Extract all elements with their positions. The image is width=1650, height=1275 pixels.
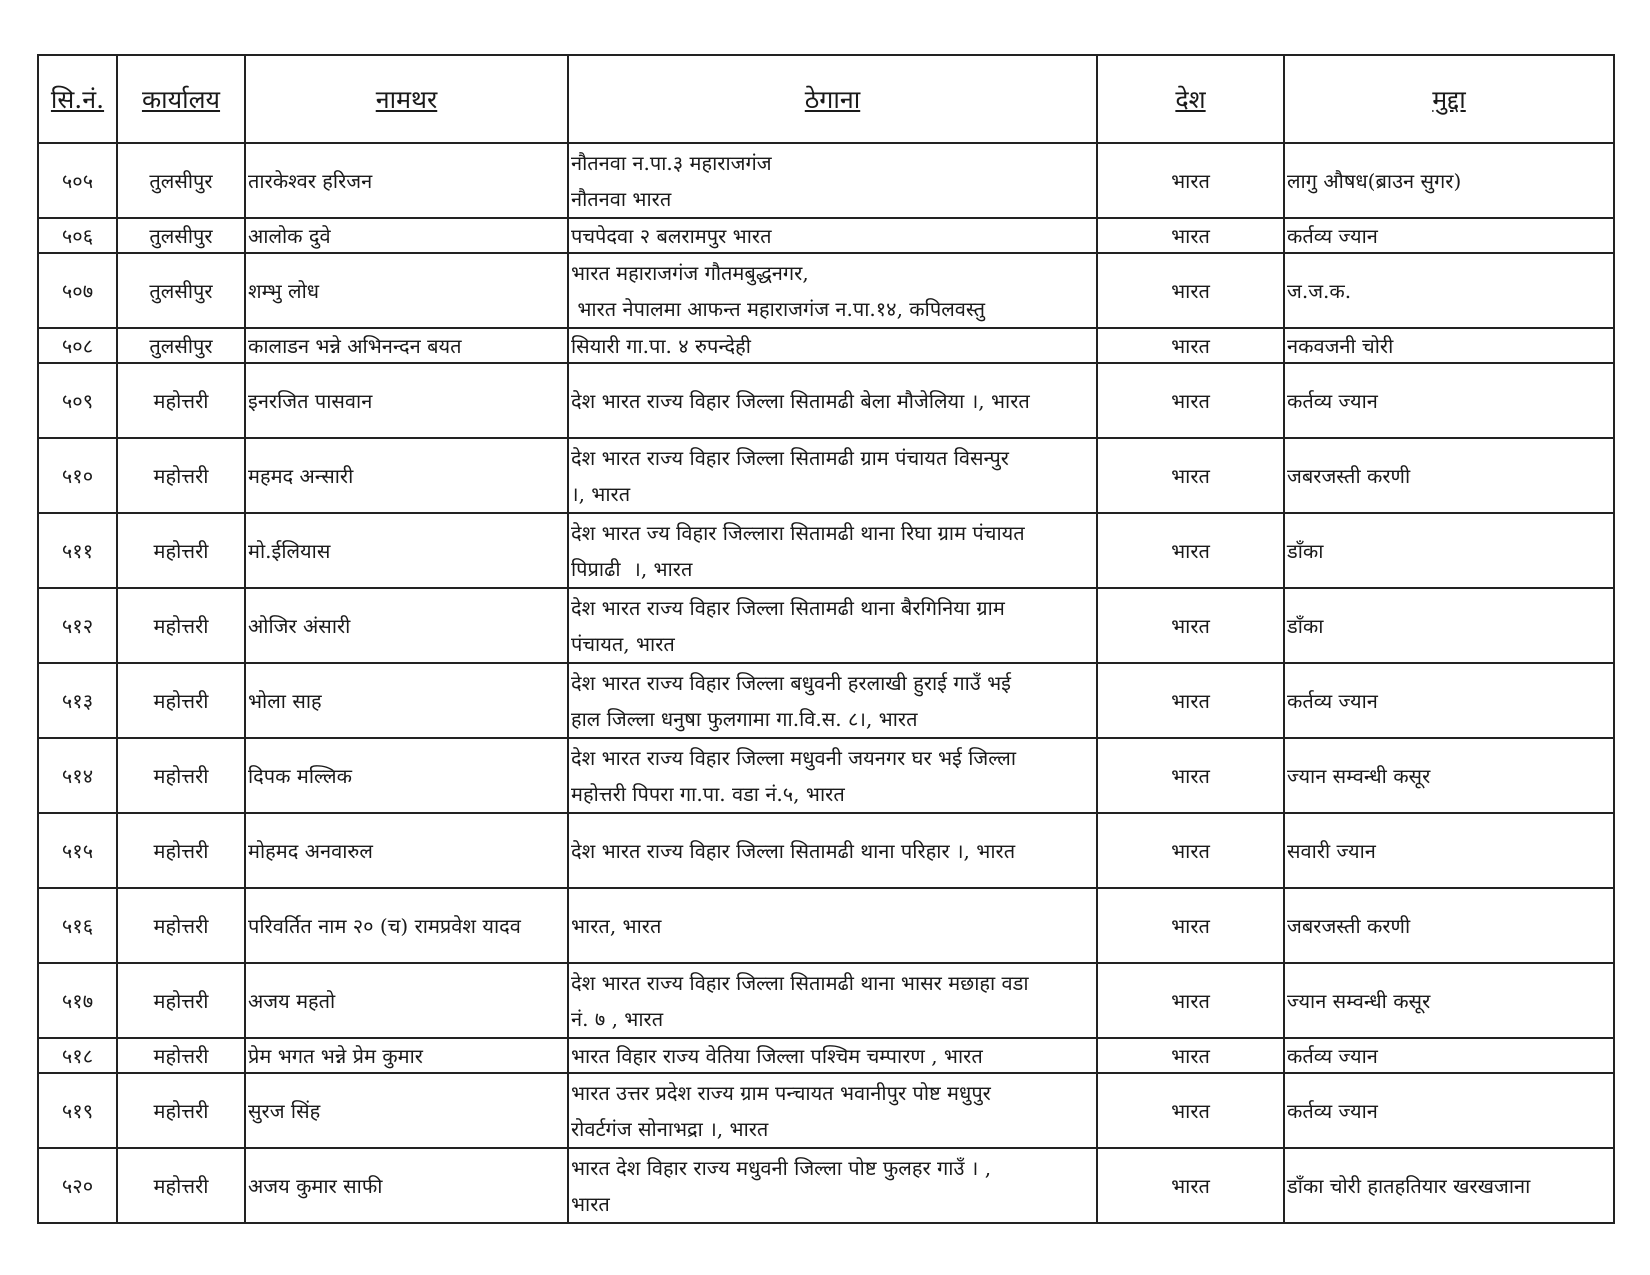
table-row <box>38 218 1614 253</box>
serial-cell: ५०७ <box>38 253 117 328</box>
office-cell: महोत्तरी <box>117 1038 245 1073</box>
case-cell: लागु औषध(ब्राउन सुगर) <box>1284 143 1614 218</box>
country-cell: भारत <box>1097 253 1284 328</box>
office-cell: महोत्तरी <box>117 363 245 438</box>
address-line: ।, भारत <box>571 481 631 506</box>
table-row <box>38 963 1614 1038</box>
address-cell <box>568 813 1097 888</box>
country-cell: भारत <box>1097 1038 1284 1073</box>
name-cell: तारकेश्वर हरिजन <box>245 143 568 218</box>
country-cell: भारत <box>1097 143 1284 218</box>
office-cell: महोत्तरी <box>117 813 245 888</box>
header-case: मुद्दा <box>1284 55 1614 143</box>
country-cell: भारत <box>1097 813 1284 888</box>
address-line: देश भारत राज्य विहार जिल्ला बधुवनी हरलाखी हुराई गाउँ भई <box>571 670 1011 695</box>
case-cell: डाँका <box>1284 588 1614 663</box>
address-line: सियारी गा.पा. ४ रुपन्देही <box>571 334 751 358</box>
office-cell: तुलसीपुर <box>117 328 245 363</box>
address-line: भारत, भारत <box>571 914 662 938</box>
case-cell: डाँका <box>1284 513 1614 588</box>
header-serial: सि.नं. <box>38 55 117 143</box>
serial-cell: ५१९ <box>38 1073 117 1148</box>
office-cell: महोत्तरी <box>117 1073 245 1148</box>
serial-cell: ५०८ <box>38 328 117 363</box>
address-line: भारत उत्तर प्रदेश राज्य ग्राम पन्चायत भवानीपुर पोष्ट मधुपुर <box>571 1080 991 1105</box>
table-row <box>38 328 1614 363</box>
name-cell: कालाडन भन्ने अभिनन्दन बयत <box>245 328 568 363</box>
address-line: नौतनवा भारत <box>571 186 672 211</box>
address-line: पंचायत, भारत <box>571 631 675 656</box>
name-cell: मोहमद अनवारुल <box>245 813 568 888</box>
office-cell: महोत्तरी <box>117 888 245 963</box>
address-line: देश भारत राज्य विहार जिल्ला सितामढी बेला मौजेलिया ।, भारत <box>571 389 1030 413</box>
country-cell: भारत <box>1097 218 1284 253</box>
office-cell: महोत्तरी <box>117 513 245 588</box>
name-cell: शम्भु लोध <box>245 253 568 328</box>
table-row <box>38 438 1614 513</box>
office-cell: महोत्तरी <box>117 738 245 813</box>
table-row <box>38 1073 1614 1148</box>
name-cell: आलोक दुवे <box>245 218 568 253</box>
header-country: देश <box>1097 55 1284 143</box>
table-row <box>38 888 1614 963</box>
serial-cell: ५१७ <box>38 963 117 1038</box>
address-cell <box>568 1038 1097 1073</box>
case-cell: सवारी ज्यान <box>1284 813 1614 888</box>
country-cell: भारत <box>1097 1148 1284 1223</box>
address-line: देश भारत राज्य विहार जिल्ला सितामढी थाना बैरगिनिया ग्राम <box>571 595 1005 620</box>
address-cell <box>568 963 1097 1038</box>
address-line: भारत विहार राज्य वेतिया जिल्ला पश्चिम चम्पारण , भारत <box>571 1044 983 1068</box>
serial-cell: ५१५ <box>38 813 117 888</box>
case-cell: ज्यान सम्वन्धी कसूर <box>1284 963 1614 1038</box>
table-row <box>38 143 1614 218</box>
name-cell: परिवर्तित नाम २० (च) रामप्रवेश यादव <box>245 888 568 963</box>
office-cell: महोत्तरी <box>117 963 245 1038</box>
office-cell: तुलसीपुर <box>117 218 245 253</box>
name-cell: महमद अन्सारी <box>245 438 568 513</box>
header-name: नामथर <box>245 55 568 143</box>
country-cell: भारत <box>1097 663 1284 738</box>
serial-cell: ५१० <box>38 438 117 513</box>
case-cell: नकवजनी चोरी <box>1284 328 1614 363</box>
case-cell: कर्तव्य ज्यान <box>1284 363 1614 438</box>
address-cell <box>568 888 1097 963</box>
table-row <box>38 1148 1614 1223</box>
case-cell: कर्तव्य ज्यान <box>1284 1038 1614 1073</box>
office-cell: महोत्तरी <box>117 663 245 738</box>
address-line: हाल जिल्ला धनुषा फुलगामा गा.वि.स. ८।, भारत <box>571 706 918 731</box>
table-row <box>38 663 1614 738</box>
serial-cell: ५१३ <box>38 663 117 738</box>
serial-cell: ५११ <box>38 513 117 588</box>
records-table <box>37 54 1615 1224</box>
case-cell: कर्तव्य ज्यान <box>1284 663 1614 738</box>
address-line: पचपेदवा २ बलरामपुर भारत <box>571 224 772 248</box>
country-cell: भारत <box>1097 963 1284 1038</box>
address-cell <box>568 218 1097 253</box>
case-cell: ज्यान सम्वन्धी कसूर <box>1284 738 1614 813</box>
name-cell: भोला साह <box>245 663 568 738</box>
address-cell <box>568 438 1097 513</box>
address-cell <box>568 143 1097 218</box>
address-cell <box>568 588 1097 663</box>
address-cell <box>568 328 1097 363</box>
name-cell: दिपक मल्लिक <box>245 738 568 813</box>
address-line: देश भारत राज्य विहार जिल्ला सितामढी थाना भासर मछाहा वडा <box>571 970 1029 995</box>
table-row <box>38 253 1614 328</box>
serial-cell: ५१८ <box>38 1038 117 1073</box>
serial-cell: ५०९ <box>38 363 117 438</box>
serial-cell: ५१२ <box>38 588 117 663</box>
country-cell: भारत <box>1097 513 1284 588</box>
address-line: भारत नेपालमा आफन्त महाराजगंज न.पा.१४, कपिलवस्तु <box>571 296 986 321</box>
address-cell <box>568 1073 1097 1148</box>
name-cell: अजय महतो <box>245 963 568 1038</box>
table-row <box>38 1038 1614 1073</box>
office-cell: तुलसीपुर <box>117 253 245 328</box>
office-cell: तुलसीपुर <box>117 143 245 218</box>
address-line: भारत <box>571 1191 610 1216</box>
serial-cell: ५१४ <box>38 738 117 813</box>
address-line: भारत महाराजगंज गौतमबुद्धनगर, <box>571 260 809 285</box>
country-cell: भारत <box>1097 888 1284 963</box>
table-row <box>38 363 1614 438</box>
table-row <box>38 513 1614 588</box>
name-cell: ओजिर अंसारी <box>245 588 568 663</box>
serial-cell: ५१६ <box>38 888 117 963</box>
address-line: रोवर्टगंज सोनाभद्रा ।, भारत <box>571 1116 769 1141</box>
address-cell <box>568 738 1097 813</box>
address-line: नौतनवा न.पा.३ महाराजगंज <box>571 150 772 175</box>
country-cell: भारत <box>1097 438 1284 513</box>
header-row <box>38 55 1614 143</box>
address-line: नं. ७ , भारत <box>571 1006 664 1031</box>
office-cell: महोत्तरी <box>117 1148 245 1223</box>
name-cell: अजय कुमार साफी <box>245 1148 568 1223</box>
address-line: देश भारत राज्य विहार जिल्ला मधुवनी जयनगर घर भई जिल्ला <box>571 745 1017 770</box>
address-cell <box>568 513 1097 588</box>
address-cell <box>568 1148 1097 1223</box>
office-cell: महोत्तरी <box>117 438 245 513</box>
table-row <box>38 588 1614 663</box>
address-line: महोत्तरी पिपरा गा.पा. वडा नं.५, भारत <box>571 781 845 806</box>
name-cell: प्रेम भगत भन्ने प्रेम कुमार <box>245 1038 568 1073</box>
case-cell: जबरजस्ती करणी <box>1284 888 1614 963</box>
case-cell: ज.ज.क. <box>1284 253 1614 328</box>
country-cell: भारत <box>1097 363 1284 438</box>
header-address: ठेगाना <box>568 55 1097 143</box>
address-cell <box>568 253 1097 328</box>
table-row <box>38 813 1614 888</box>
header-office: कार्यालय <box>117 55 245 143</box>
case-cell: कर्तव्य ज्यान <box>1284 218 1614 253</box>
name-cell: सुरज सिंह <box>245 1073 568 1148</box>
address-line: देश भारत राज्य विहार जिल्ला सितामढी थाना परिहार ।, भारत <box>571 839 1016 863</box>
address-cell <box>568 663 1097 738</box>
case-cell: जबरजस्ती करणी <box>1284 438 1614 513</box>
address-line: भारत देश विहार राज्य मधुवनी जिल्ला पोष्ट फुलहर गाउँ । , <box>571 1155 992 1180</box>
address-line: पिप्राढी ।, भारत <box>571 556 693 581</box>
serial-cell: ५०५ <box>38 143 117 218</box>
country-cell: भारत <box>1097 738 1284 813</box>
case-cell: डाँका चोरी हातहतियार खरखजाना <box>1284 1148 1614 1223</box>
serial-cell: ५२० <box>38 1148 117 1223</box>
name-cell: मो.ईलियास <box>245 513 568 588</box>
address-line: देश भारत ज्य विहार जिल्लारा सितामढी थाना रिघा ग्राम पंचायत <box>571 520 1025 545</box>
office-cell: महोत्तरी <box>117 588 245 663</box>
address-cell <box>568 363 1097 438</box>
table-row <box>38 738 1614 813</box>
country-cell: भारत <box>1097 1073 1284 1148</box>
case-cell: कर्तव्य ज्यान <box>1284 1073 1614 1148</box>
name-cell: इनरजित पासवान <box>245 363 568 438</box>
country-cell: भारत <box>1097 328 1284 363</box>
serial-cell: ५०६ <box>38 218 117 253</box>
country-cell: भारत <box>1097 588 1284 663</box>
address-line: देश भारत राज्य विहार जिल्ला सितामढी ग्राम पंचायत विसन्पुर <box>571 445 1009 470</box>
